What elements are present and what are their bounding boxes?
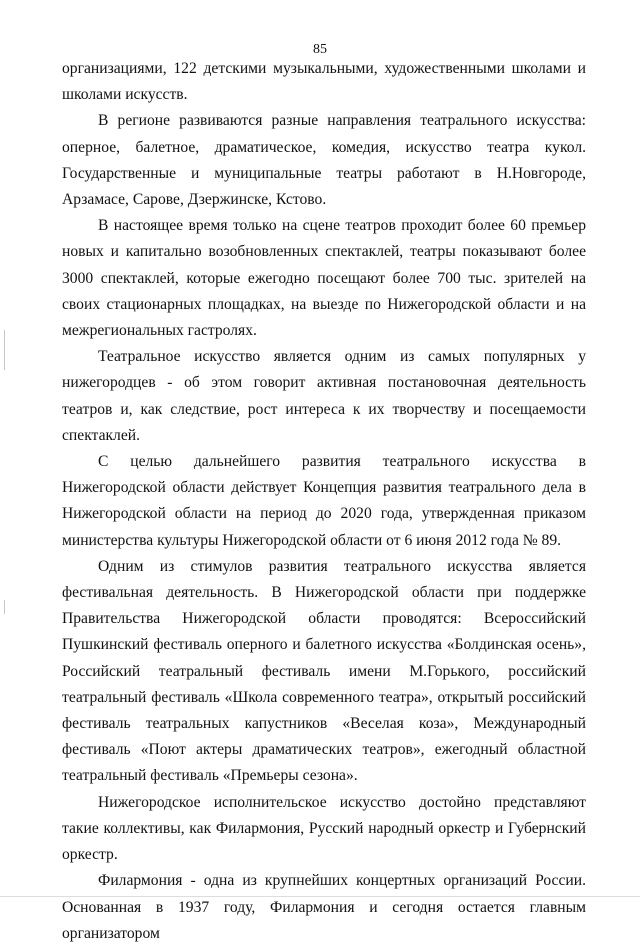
body-text [62,56,586,947]
paragraph: Нижегородское исполнительское искусство достойно представляют такие коллективы, как Филармония, Русский народный оркестр и Губернский оркестр. [62,793,586,864]
paragraph: В регионе развиваются разные направления театрального искусства: оперное, балетное, драматическое, комедия, искусство театра кукол. Государственные и муниципальные театры работают в Н.Новгороде, Арзамасе, Сарове, Дзержинске, Кстово. [62,112,586,209]
page-number: 85 [313,42,327,57]
paragraph: организациями, 122 детскими музыкальными, художественными школами и школами искусств. [62,60,586,104]
paragraph: В настоящее время только на сцене театров проходит более 60 премьер новых и капитально возобновленных спектаклей, театры показывают более 3000 спектаклей, которые ежегодно посещают более 700 тыс. зрителей на своих стационарных площадках, на выезде по Нижегородской области и на межрегиональных гастролях. [62,217,586,340]
paragraph: Театральное искусство является одним из самых популярных у нижегородцев - об этом говорит активная постановочная деятельность театров и, как следствие, рост интереса к их творчеству и посещаемости спектаклей. [62,348,586,444]
scan-bottom-edge [0,896,640,897]
paragraph: С целью дальнейшего развития театрального искусства в Нижегородской области действует Концепция развития театрального дела в Нижегородской области на период до 2020 года, утвержденная приказом министерства культуры Нижегородской области от 6 июня 2012 года № 89. [62,453,586,549]
paragraph: Филармония - одна из крупнейших концертных организаций России. Основанная в 1937 году, Филармония и сегодня остается главным организатором [62,872,586,942]
paragraph: Одним из стимулов развития театрального искусства является фестивальная деятельность. В Нижегородской области при поддержке Правительства Нижегородской области проводятся: Всероссийский Пушкинский фестиваль оперного и балетного искусства «Болдинская осень», Российский театральный фестиваль имени М.Горького, российский театральный фестиваль «Школа современного театра», открытый российский фестиваль театральных капустников «Веселая коза», Международный фестиваль «Поют актеры драматических театров», ежегодный областной театральный фестиваль «Премьеры сезона». [62,557,586,785]
scan-edge-mark [4,330,5,370]
scan-edge-mark [4,600,5,614]
